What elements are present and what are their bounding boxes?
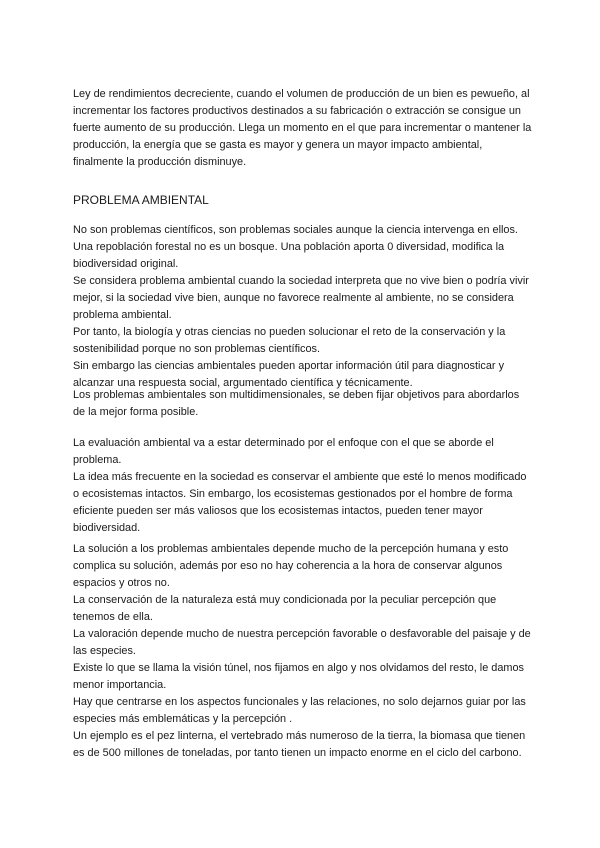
paragraph: La evaluación ambiental va a estar determinado por el enfoque con el que se aborde el problema. xyxy=(73,437,494,466)
paragraph: Se considera problema ambiental cuando la sociedad interpreta que no vive bien o podría vivir mejor, si la sociedad vive bien, aunque no favorece realmente al ambiente, no se considera problema ambiental. xyxy=(73,275,529,321)
section-block-4 xyxy=(73,541,533,762)
paragraph: La conservación de la naturaleza está muy condicionada por la peculiar percepción que tenemos de ella. xyxy=(73,594,497,623)
paragraph: La valoración depende mucho de nuestra percepción favorable o desfavorable del paisaje y de las especies. xyxy=(73,628,531,657)
paragraph: La solución a los problemas ambientales depende mucho de la percepción humana y esto complica su solución, además por eso no hay coherencia a la hora de conservar algunos espacios y otros no. xyxy=(73,543,509,589)
paragraph: Por tanto, la biología y otras ciencias no pueden solucionar el reto de la conservación y la sostenibilidad porque no son problemas científicos. xyxy=(73,326,506,355)
section-block-2 xyxy=(73,387,533,421)
intro-paragraph xyxy=(73,86,533,171)
paragraph: Hay que centrarse en los aspectos funcionales y las relaciones, no solo dejarnos guiar por las especies más emblemáticas y la percepción . xyxy=(73,696,526,725)
section-heading: PROBLEMA AMBIENTAL xyxy=(73,193,209,207)
paragraph: Una repoblación forestal no es un bosque. Una población aporta 0 diversidad, modifica la biodiversidad original. xyxy=(73,241,505,270)
paragraph: Existe lo que se llama la visión túnel, nos fijamos en algo y nos olvidamos del resto, le damos menor importancia. xyxy=(73,662,524,691)
paragraph: No son problemas científicos, son problemas sociales aunque la ciencia intervenga en ellos. xyxy=(73,224,518,236)
paragraph: Sin embargo las ciencias ambientales pueden aportar información útil para diagnosticar y alcanzar una respuesta social, argumentado científica y técnicamente. xyxy=(73,360,505,389)
paragraph: Un ejemplo es el pez linterna, el vertebrado más numeroso de la tierra, la biomasa que tienen es de 500 millones de toneladas, por tanto tienen un impacto enorme en el ciclo del carbono. xyxy=(73,730,526,759)
paragraph: Los problemas ambientales son multidimensionales, se deben fijar objetivos para abordarlos de la mejor forma posible. xyxy=(73,389,520,418)
section-block-1 xyxy=(73,222,533,392)
paragraph: Ley de rendimientos decreciente, cuando el volumen de producción de un bien es pewueño, al incrementar los factores productivos destinados a su fabricación o extracción se consigue un fuerte aumento de su producción. Llega un momento en el que para incrementar o mantener la producción, la energía que se gasta es mayor y genera un mayor impacto ambiental, finalmente la producción disminuye. xyxy=(73,88,532,168)
paragraph: La idea más frecuente en la sociedad es conservar el ambiente que esté lo menos modificado o ecosistemas intactos. Sin embargo, los ecosistemas gestionados por el hombre de forma eficiente pueden ser más valiosos que los ecosistemas intactos, pueden tener mayor biodiversidad. xyxy=(73,471,527,534)
section-block-3 xyxy=(73,435,533,537)
